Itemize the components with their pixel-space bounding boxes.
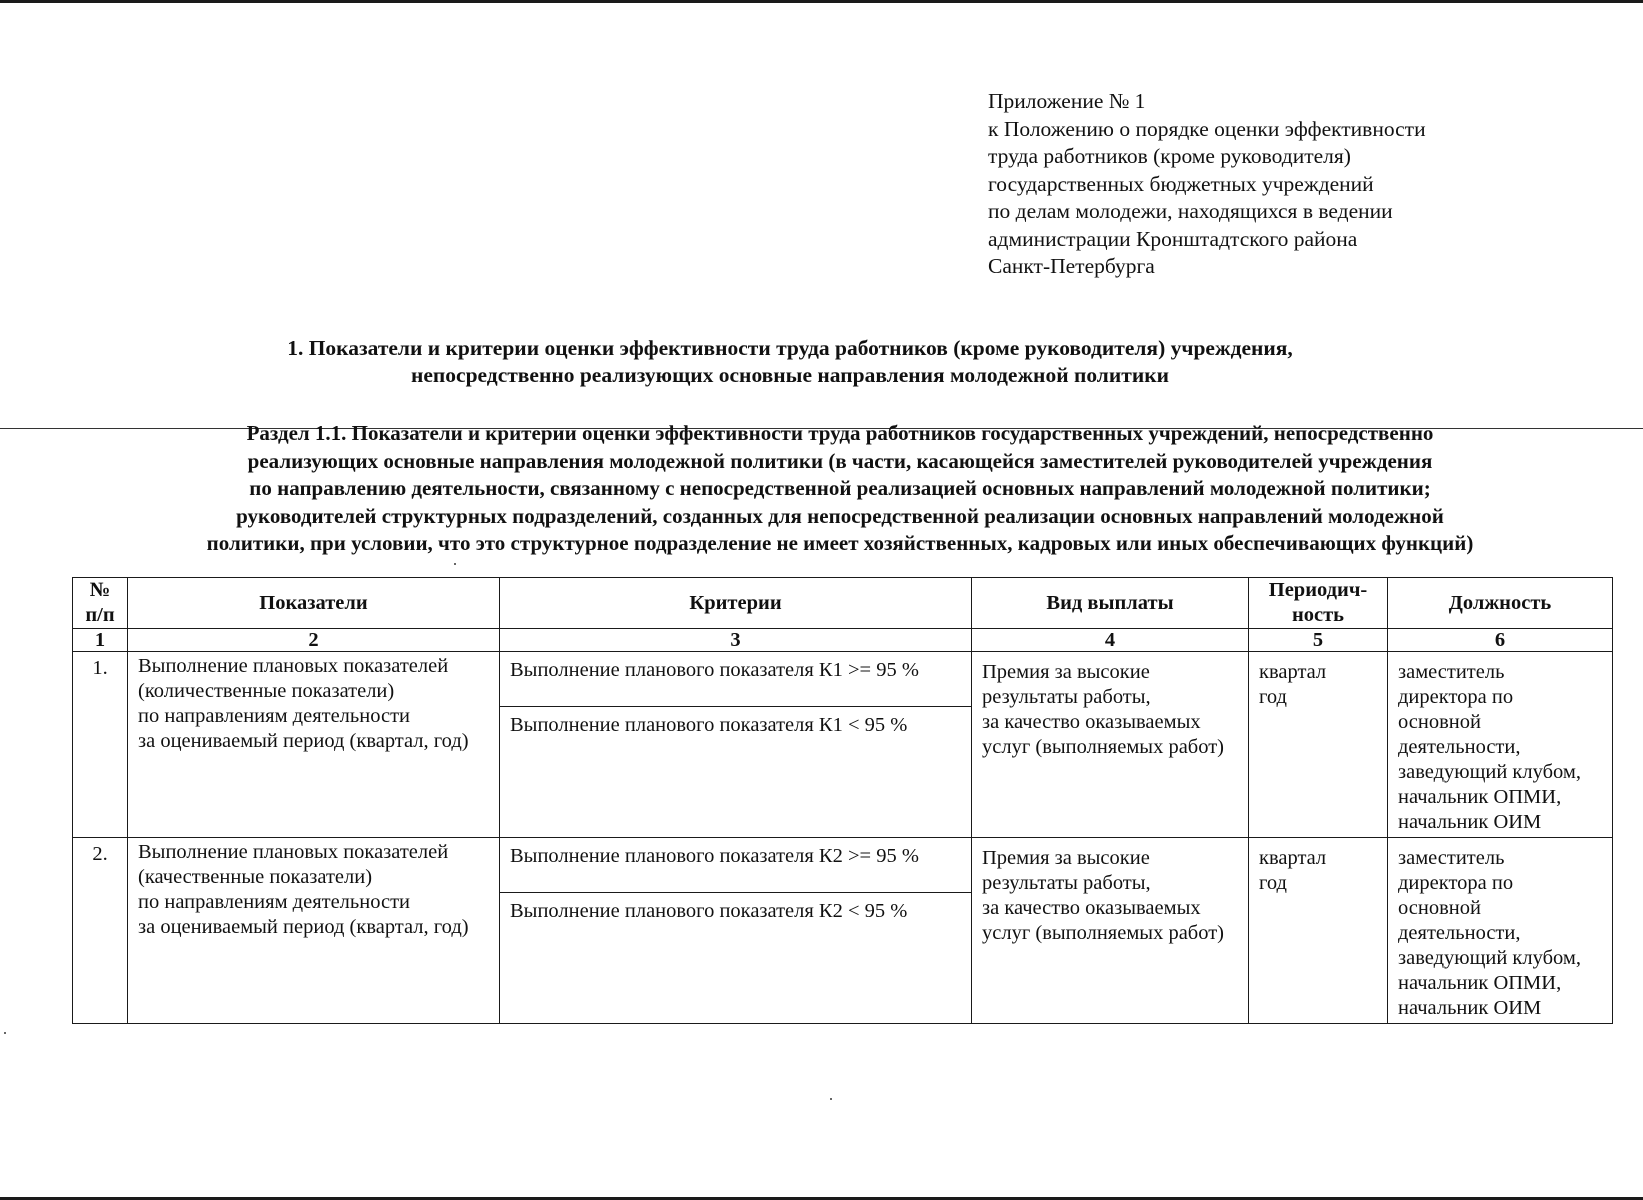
- period-line: квартал: [1259, 847, 1327, 869]
- indicator-cell: [128, 838, 500, 1024]
- position-line: начальник ОИМ: [1398, 811, 1542, 833]
- criteria-table: [72, 577, 1613, 1024]
- section-line: реализующих основные направления молодежной политики (в части, касающейся заместителей руководителей учреждения: [247, 448, 1433, 473]
- section-line: по направлению деятельности, связанному с непосредственной реализацией основных направлений молодежной политики;: [249, 476, 1431, 500]
- period-line: год: [1259, 872, 1287, 894]
- header-num-line: п/п: [85, 604, 115, 626]
- position-line: начальник ОПМИ,: [1398, 786, 1562, 808]
- indicator-line: за оцениваемый период (квартал, год): [138, 916, 469, 938]
- row-number: 1.: [73, 652, 128, 838]
- title-line: непосредственно реализующих основные направления молодежной политики: [410, 363, 1169, 387]
- position-line: деятельности,: [1398, 922, 1521, 944]
- position-line: заместитель: [1398, 661, 1505, 683]
- indicator-line: (качественные показатели): [138, 866, 373, 888]
- position-line: основной: [1398, 711, 1481, 733]
- criterion-lt: Выполнение планового показателя К2 < 95 %: [510, 900, 908, 922]
- period-cell: [1249, 652, 1388, 838]
- header-period-line: ность: [1291, 604, 1345, 626]
- annex-line: труда работников (кроме руководителя): [988, 144, 1351, 168]
- annex-line: Приложение № 1: [988, 89, 1146, 113]
- period-line: квартал: [1259, 661, 1327, 683]
- criterion-lt: Выполнение планового показателя К1 < 95 %: [510, 714, 908, 736]
- position-line: начальник ОИМ: [1398, 997, 1542, 1019]
- scan-border-top: [0, 0, 1643, 3]
- indicator-line: Выполнение плановых показателей: [138, 655, 449, 677]
- annex-line: к Положению о порядке оценки эффективности: [988, 116, 1426, 141]
- column-number: 5: [1249, 629, 1388, 652]
- criterion-ge: Выполнение планового показателя К2 >= 95 %: [500, 838, 971, 893]
- scan-speck: [830, 1098, 832, 1100]
- column-number: 2: [128, 629, 500, 652]
- position-line: основной: [1398, 897, 1481, 919]
- position-line: директора по: [1398, 686, 1514, 708]
- header-num: [73, 578, 128, 629]
- position-line: заведующий клубом,: [1398, 947, 1581, 969]
- position-cell: [1388, 652, 1613, 838]
- column-number-row: [73, 629, 1613, 652]
- scan-speck: [454, 563, 456, 565]
- indicator-cell: [128, 652, 500, 838]
- header-criteria: Критерии: [500, 578, 972, 629]
- position-line: заведующий клубом,: [1398, 761, 1581, 783]
- payment-line: за качество оказываемых: [982, 897, 1201, 919]
- period-cell: [1249, 838, 1388, 1024]
- header-period: [1249, 578, 1388, 629]
- section-line: Раздел 1.1. Показатели и критерии оценки эффективности труда работников государственных учреждений, непосредственно: [246, 421, 1434, 445]
- indicator-line: по направлениям деятельности: [138, 705, 411, 727]
- indicator-line: (количественные показатели): [138, 680, 395, 702]
- column-number: 1: [73, 629, 128, 652]
- position-line: деятельности,: [1398, 736, 1521, 758]
- header-position: Должность: [1388, 578, 1613, 629]
- position-line: заместитель: [1398, 847, 1505, 869]
- annex-line: администрации Кронштадтского района: [988, 226, 1358, 251]
- table-header-row: [73, 578, 1613, 629]
- section-heading: [60, 420, 1620, 558]
- indicator-line: Выполнение плановых показателей: [138, 841, 449, 863]
- criteria-cell: [500, 652, 972, 838]
- annex-header: [988, 88, 1426, 281]
- criteria-cell: [500, 838, 972, 1024]
- table-row: [73, 838, 1613, 1024]
- position-cell: [1388, 838, 1613, 1024]
- scan-speck: [4, 1032, 6, 1034]
- column-number: 6: [1388, 629, 1613, 652]
- annex-line: Санкт-Петербурга: [988, 254, 1155, 278]
- annex-line: по делам молодежи, находящихся в ведении: [988, 199, 1393, 223]
- title-line: 1. Показатели и критерии оценки эффективности труда работников (кроме руководителя) учреждения,: [287, 336, 1293, 360]
- payment-line: результаты работы,: [982, 872, 1151, 894]
- column-number: 4: [972, 629, 1249, 652]
- annex-line: государственных бюджетных учреждений: [988, 171, 1374, 196]
- section-line: руководителей структурных подразделений, созданных для непосредственной реализации основных направлений молодежной: [236, 503, 1444, 528]
- indicator-line: по направлениям деятельности: [138, 891, 411, 913]
- column-number: 3: [500, 629, 972, 652]
- payment-line: результаты работы,: [982, 686, 1151, 708]
- payment-cell: [972, 838, 1249, 1024]
- payment-line: услуг (выполняемых работ): [982, 922, 1224, 944]
- payment-cell: [972, 652, 1249, 838]
- position-line: начальник ОПМИ,: [1398, 972, 1562, 994]
- payment-line: услуг (выполняемых работ): [982, 736, 1224, 758]
- payment-line: за качество оказываемых: [982, 711, 1201, 733]
- header-payment: Вид выплаты: [972, 578, 1249, 629]
- row-number: 2.: [73, 838, 128, 1024]
- period-line: год: [1259, 686, 1287, 708]
- header-period-line: Периодич-: [1268, 579, 1368, 601]
- document-title: [100, 335, 1480, 389]
- payment-line: Премия за высокие: [982, 847, 1150, 869]
- criterion-ge: Выполнение планового показателя К1 >= 95 %: [500, 652, 971, 707]
- header-indicators: Показатели: [128, 578, 500, 629]
- section-line: политики, при условии, что это структурное подразделение не имеет хозяйственных, кадровых или иных обеспечивающих функций): [206, 531, 1474, 555]
- header-num-line: №: [89, 579, 111, 601]
- indicator-line: за оцениваемый период (квартал, год): [138, 730, 469, 752]
- position-line: директора по: [1398, 872, 1514, 894]
- payment-line: Премия за высокие: [982, 661, 1150, 683]
- table-row: [73, 652, 1613, 838]
